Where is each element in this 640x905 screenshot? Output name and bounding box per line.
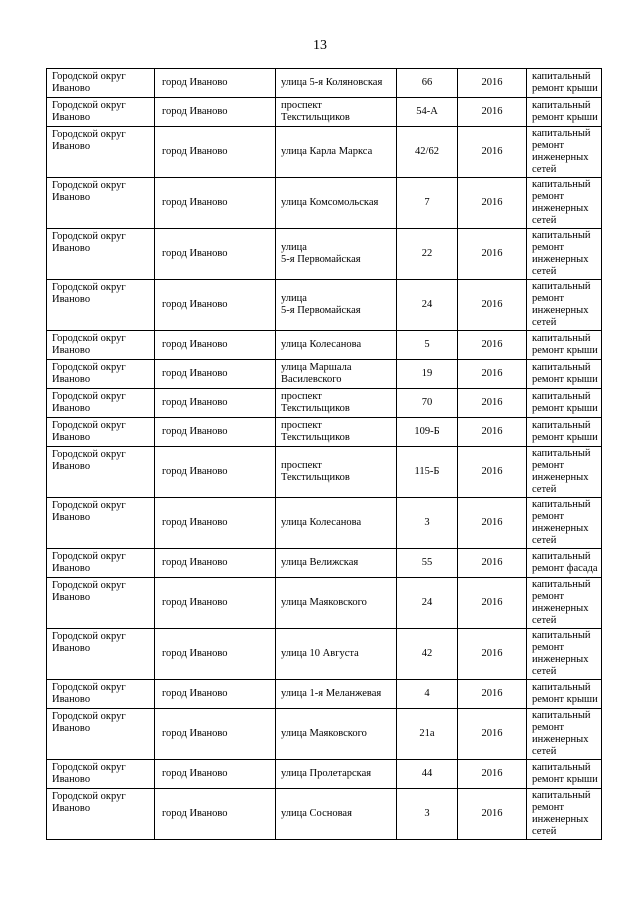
- year-cell: [458, 760, 527, 789]
- street-cell: [276, 760, 397, 789]
- house-number-cell-text: 22: [421, 248, 433, 259]
- district-cell-text: Городской округ Иваново: [52, 551, 126, 574]
- work-type-cell: [527, 447, 602, 498]
- district-cell-text: Городской округ Иваново: [52, 362, 126, 385]
- house-number-cell-text: 4: [424, 688, 430, 699]
- year-cell: [458, 69, 527, 98]
- work-type-cell: [527, 229, 602, 280]
- table-row: [47, 69, 602, 98]
- street-cell: [276, 447, 397, 498]
- house-number-cell-text: 42: [421, 648, 433, 659]
- street-cell-text: проспект Текстильщиков: [281, 391, 350, 414]
- year-cell-text: 2016: [481, 197, 503, 208]
- work-type-cell: [527, 629, 602, 680]
- year-cell-text: 2016: [481, 146, 503, 157]
- table-row: [47, 447, 602, 498]
- city-cell: [155, 389, 276, 418]
- street-cell: [276, 498, 397, 549]
- table-row: [47, 280, 602, 331]
- street-cell: [276, 331, 397, 360]
- year-cell-text: 2016: [481, 808, 503, 819]
- work-type-cell-text: капитальный ремонт инженерных сетей: [532, 630, 591, 677]
- work-type-cell: [527, 69, 602, 98]
- house-number-cell: [397, 680, 458, 709]
- street-cell: [276, 69, 397, 98]
- city-cell-text: город Иваново: [162, 299, 228, 310]
- work-type-cell: [527, 578, 602, 629]
- street-cell-text: проспект Текстильщиков: [281, 100, 350, 123]
- table-row: [47, 229, 602, 280]
- table-row: [47, 178, 602, 229]
- city-cell-text: город Иваново: [162, 248, 228, 259]
- table-row: [47, 760, 602, 789]
- work-type-cell: [527, 389, 602, 418]
- year-cell: [458, 280, 527, 331]
- city-cell: [155, 447, 276, 498]
- table-row: [47, 789, 602, 840]
- district-cell-text: Городской округ Иваново: [52, 129, 126, 152]
- year-cell: [458, 178, 527, 229]
- table-row: [47, 98, 602, 127]
- city-cell: [155, 760, 276, 789]
- district-cell: [47, 229, 155, 280]
- street-cell: [276, 389, 397, 418]
- street-cell-text: улица 5-я Коляновская: [281, 77, 383, 88]
- city-cell-text: город Иваново: [162, 557, 228, 568]
- street-cell-text: улица 1-я Меланжевая: [281, 688, 382, 699]
- district-cell-text: Городской округ Иваново: [52, 711, 126, 734]
- city-cell-text: город Иваново: [162, 368, 228, 379]
- district-cell: [47, 127, 155, 178]
- city-cell-text: город Иваново: [162, 426, 228, 437]
- district-cell-text: Городской округ Иваново: [52, 231, 126, 254]
- street-cell-text: улица Маяковского: [281, 597, 367, 608]
- district-cell-text: Городской округ Иваново: [52, 71, 126, 94]
- house-number-cell: [397, 629, 458, 680]
- house-number-cell-text: 3: [424, 517, 430, 528]
- year-cell-text: 2016: [481, 299, 503, 310]
- street-cell-text: улица Сосновая: [281, 808, 352, 819]
- street-cell-text: улица Маяковского: [281, 728, 367, 739]
- work-type-cell-text: капитальный ремонт крыши: [532, 71, 598, 94]
- year-cell-text: 2016: [481, 728, 503, 739]
- work-type-cell: [527, 418, 602, 447]
- table-row: [47, 578, 602, 629]
- district-cell: [47, 680, 155, 709]
- district-cell-text: Городской округ Иваново: [52, 449, 126, 472]
- street-cell: [276, 127, 397, 178]
- house-number-cell-text: 24: [421, 299, 433, 310]
- work-type-cell: [527, 360, 602, 389]
- city-cell-text: город Иваново: [162, 517, 228, 528]
- city-cell-text: город Иваново: [162, 146, 228, 157]
- year-cell: [458, 418, 527, 447]
- year-cell: [458, 709, 527, 760]
- district-cell: [47, 629, 155, 680]
- city-cell: [155, 360, 276, 389]
- table-row: [47, 418, 602, 447]
- district-cell-text: Городской округ Иваново: [52, 333, 126, 356]
- table-row: [47, 331, 602, 360]
- house-number-cell: [397, 69, 458, 98]
- street-cell: [276, 98, 397, 127]
- district-cell: [47, 549, 155, 578]
- district-cell: [47, 709, 155, 760]
- street-cell-text: улица Колесанова: [281, 517, 362, 528]
- house-number-cell: [397, 789, 458, 840]
- year-cell: [458, 680, 527, 709]
- work-type-cell-text: капитальный ремонт крыши: [532, 333, 598, 356]
- work-type-cell-text: капитальный ремонт инженерных сетей: [532, 499, 591, 546]
- city-cell-text: город Иваново: [162, 688, 228, 699]
- year-cell-text: 2016: [481, 597, 503, 608]
- street-cell: [276, 280, 397, 331]
- house-number-cell-text: 21а: [419, 728, 435, 739]
- city-cell-text: город Иваново: [162, 728, 228, 739]
- city-cell: [155, 498, 276, 549]
- year-cell: [458, 360, 527, 389]
- house-number-cell: [397, 498, 458, 549]
- street-cell: [276, 680, 397, 709]
- work-type-cell-text: капитальный ремонт инженерных сетей: [532, 579, 591, 626]
- year-cell: [458, 549, 527, 578]
- work-type-cell: [527, 127, 602, 178]
- city-cell: [155, 709, 276, 760]
- district-cell-text: Городской округ Иваново: [52, 282, 126, 305]
- city-cell: [155, 280, 276, 331]
- city-cell-text: город Иваново: [162, 768, 228, 779]
- street-cell: [276, 360, 397, 389]
- city-cell-text: город Иваново: [162, 466, 228, 477]
- work-type-cell-text: капитальный ремонт крыши: [532, 391, 598, 414]
- house-number-cell: [397, 418, 458, 447]
- city-cell: [155, 680, 276, 709]
- work-type-cell-text: капитальный ремонт крыши: [532, 362, 598, 385]
- district-cell-text: Городской округ Иваново: [52, 580, 126, 603]
- house-number-cell-text: 3: [424, 808, 430, 819]
- city-cell: [155, 69, 276, 98]
- year-cell: [458, 447, 527, 498]
- street-cell-text: проспект Текстильщиков: [281, 420, 350, 443]
- house-number-cell-text: 70: [421, 397, 433, 408]
- district-cell: [47, 69, 155, 98]
- city-cell-text: город Иваново: [162, 339, 228, 350]
- table-row: [47, 680, 602, 709]
- work-type-cell-text: капитальный ремонт инженерных сетей: [532, 281, 591, 328]
- work-type-cell-text: капитальный ремонт инженерных сетей: [532, 790, 591, 837]
- work-type-cell-text: капитальный ремонт инженерных сетей: [532, 128, 591, 175]
- house-number-cell: [397, 229, 458, 280]
- year-cell-text: 2016: [481, 688, 503, 699]
- city-cell: [155, 549, 276, 578]
- street-cell-text: улица 5-я Первомайская: [281, 293, 361, 316]
- year-cell: [458, 127, 527, 178]
- house-number-cell: [397, 389, 458, 418]
- district-cell: [47, 280, 155, 331]
- year-cell: [458, 331, 527, 360]
- house-number-cell: [397, 331, 458, 360]
- table-row: [47, 549, 602, 578]
- year-cell: [458, 578, 527, 629]
- district-cell: [47, 578, 155, 629]
- year-cell: [458, 229, 527, 280]
- district-cell-text: Городской округ Иваново: [52, 391, 126, 414]
- street-cell-text: улица 5-я Первомайская: [281, 242, 361, 265]
- year-cell: [458, 389, 527, 418]
- year-cell: [458, 789, 527, 840]
- year-cell-text: 2016: [481, 106, 503, 117]
- house-number-cell-text: 7: [424, 197, 430, 208]
- house-number-cell-text: 54-А: [416, 106, 438, 117]
- house-number-cell: [397, 127, 458, 178]
- street-cell: [276, 789, 397, 840]
- district-cell: [47, 760, 155, 789]
- district-cell: [47, 447, 155, 498]
- city-cell: [155, 789, 276, 840]
- street-cell-text: улица 10 Августа: [281, 648, 359, 659]
- repair-schedule-table: [46, 68, 602, 840]
- city-cell-text: город Иваново: [162, 397, 228, 408]
- year-cell: [458, 498, 527, 549]
- house-number-cell-text: 55: [421, 557, 433, 568]
- year-cell-text: 2016: [481, 648, 503, 659]
- district-cell: [47, 178, 155, 229]
- work-type-cell: [527, 331, 602, 360]
- work-type-cell: [527, 789, 602, 840]
- street-cell: [276, 629, 397, 680]
- street-cell-text: улица Комсомольская: [281, 197, 379, 208]
- district-cell-text: Городской округ Иваново: [52, 631, 126, 654]
- house-number-cell-text: 19: [421, 368, 433, 379]
- work-type-cell: [527, 680, 602, 709]
- house-number-cell: [397, 549, 458, 578]
- year-cell-text: 2016: [481, 368, 503, 379]
- work-type-cell: [527, 280, 602, 331]
- year-cell-text: 2016: [481, 517, 503, 528]
- year-cell-text: 2016: [481, 397, 503, 408]
- street-cell: [276, 229, 397, 280]
- work-type-cell-text: капитальный ремонт крыши: [532, 762, 598, 785]
- city-cell-text: город Иваново: [162, 77, 228, 88]
- city-cell-text: город Иваново: [162, 648, 228, 659]
- district-cell-text: Городской округ Иваново: [52, 100, 126, 123]
- work-type-cell-text: капитальный ремонт инженерных сетей: [532, 179, 591, 226]
- district-cell-text: Городской округ Иваново: [52, 180, 126, 203]
- house-number-cell-text: 66: [421, 77, 433, 88]
- table-row: [47, 498, 602, 549]
- year-cell-text: 2016: [481, 466, 503, 477]
- house-number-cell: [397, 709, 458, 760]
- city-cell: [155, 98, 276, 127]
- work-type-cell-text: капитальный ремонт инженерных сетей: [532, 230, 591, 277]
- house-number-cell-text: 109-Б: [414, 426, 440, 437]
- street-cell-text: улица Колесанова: [281, 339, 362, 350]
- table-row: [47, 629, 602, 680]
- district-cell-text: Городской округ Иваново: [52, 791, 126, 814]
- work-type-cell-text: капитальный ремонт инженерных сетей: [532, 710, 591, 757]
- house-number-cell: [397, 98, 458, 127]
- house-number-cell-text: 24: [421, 597, 433, 608]
- house-number-cell-text: 115-Б: [414, 466, 440, 477]
- table-row: [47, 389, 602, 418]
- work-type-cell-text: капитальный ремонт крыши: [532, 420, 598, 443]
- year-cell: [458, 98, 527, 127]
- work-type-cell-text: капитальный ремонт крыши: [532, 100, 598, 123]
- year-cell-text: 2016: [481, 557, 503, 568]
- district-cell-text: Городской округ Иваново: [52, 762, 126, 785]
- district-cell: [47, 498, 155, 549]
- work-type-cell-text: капитальный ремонт инженерных сетей: [532, 448, 591, 495]
- city-cell: [155, 418, 276, 447]
- house-number-cell-text: 5: [424, 339, 430, 350]
- table-body: [47, 69, 602, 840]
- street-cell: [276, 578, 397, 629]
- street-cell-text: улица Карла Маркса: [281, 146, 373, 157]
- street-cell: [276, 709, 397, 760]
- city-cell: [155, 331, 276, 360]
- year-cell-text: 2016: [481, 248, 503, 259]
- work-type-cell-text: капитальный ремонт крыши: [532, 682, 598, 705]
- district-cell: [47, 418, 155, 447]
- year-cell-text: 2016: [481, 77, 503, 88]
- district-cell-text: Городской округ Иваново: [52, 682, 126, 705]
- house-number-cell: [397, 360, 458, 389]
- year-cell: [458, 629, 527, 680]
- district-cell: [47, 360, 155, 389]
- street-cell: [276, 418, 397, 447]
- year-cell-text: 2016: [481, 768, 503, 779]
- work-type-cell: [527, 760, 602, 789]
- work-type-cell-text: капитальный ремонт фасада: [532, 551, 598, 574]
- city-cell: [155, 127, 276, 178]
- year-cell-text: 2016: [481, 426, 503, 437]
- table-row: [47, 360, 602, 389]
- district-cell: [47, 331, 155, 360]
- district-cell: [47, 389, 155, 418]
- street-cell-text: улица Пролетарская: [281, 768, 372, 779]
- page-number: 13: [313, 38, 327, 53]
- city-cell: [155, 629, 276, 680]
- street-cell-text: проспект Текстильщиков: [281, 460, 350, 483]
- house-number-cell: [397, 578, 458, 629]
- work-type-cell: [527, 709, 602, 760]
- street-cell: [276, 178, 397, 229]
- street-cell-text: улица Велижская: [281, 557, 359, 568]
- work-type-cell: [527, 98, 602, 127]
- house-number-cell-text: 44: [421, 768, 433, 779]
- district-cell: [47, 789, 155, 840]
- district-cell: [47, 98, 155, 127]
- city-cell: [155, 229, 276, 280]
- city-cell-text: город Иваново: [162, 808, 228, 819]
- district-cell-text: Городской округ Иваново: [52, 500, 126, 523]
- city-cell: [155, 578, 276, 629]
- house-number-cell: [397, 760, 458, 789]
- city-cell-text: город Иваново: [162, 106, 228, 117]
- city-cell-text: город Иваново: [162, 597, 228, 608]
- work-type-cell: [527, 178, 602, 229]
- city-cell: [155, 178, 276, 229]
- city-cell-text: город Иваново: [162, 197, 228, 208]
- work-type-cell: [527, 549, 602, 578]
- work-type-cell: [527, 498, 602, 549]
- district-cell-text: Городской округ Иваново: [52, 420, 126, 443]
- table-row: [47, 709, 602, 760]
- house-number-cell: [397, 178, 458, 229]
- house-number-cell: [397, 447, 458, 498]
- house-number-cell-text: 42/62: [415, 146, 439, 157]
- table-row: [47, 127, 602, 178]
- year-cell-text: 2016: [481, 339, 503, 350]
- house-number-cell: [397, 280, 458, 331]
- street-cell: [276, 549, 397, 578]
- street-cell-text: улица Маршала Василевского: [281, 362, 352, 385]
